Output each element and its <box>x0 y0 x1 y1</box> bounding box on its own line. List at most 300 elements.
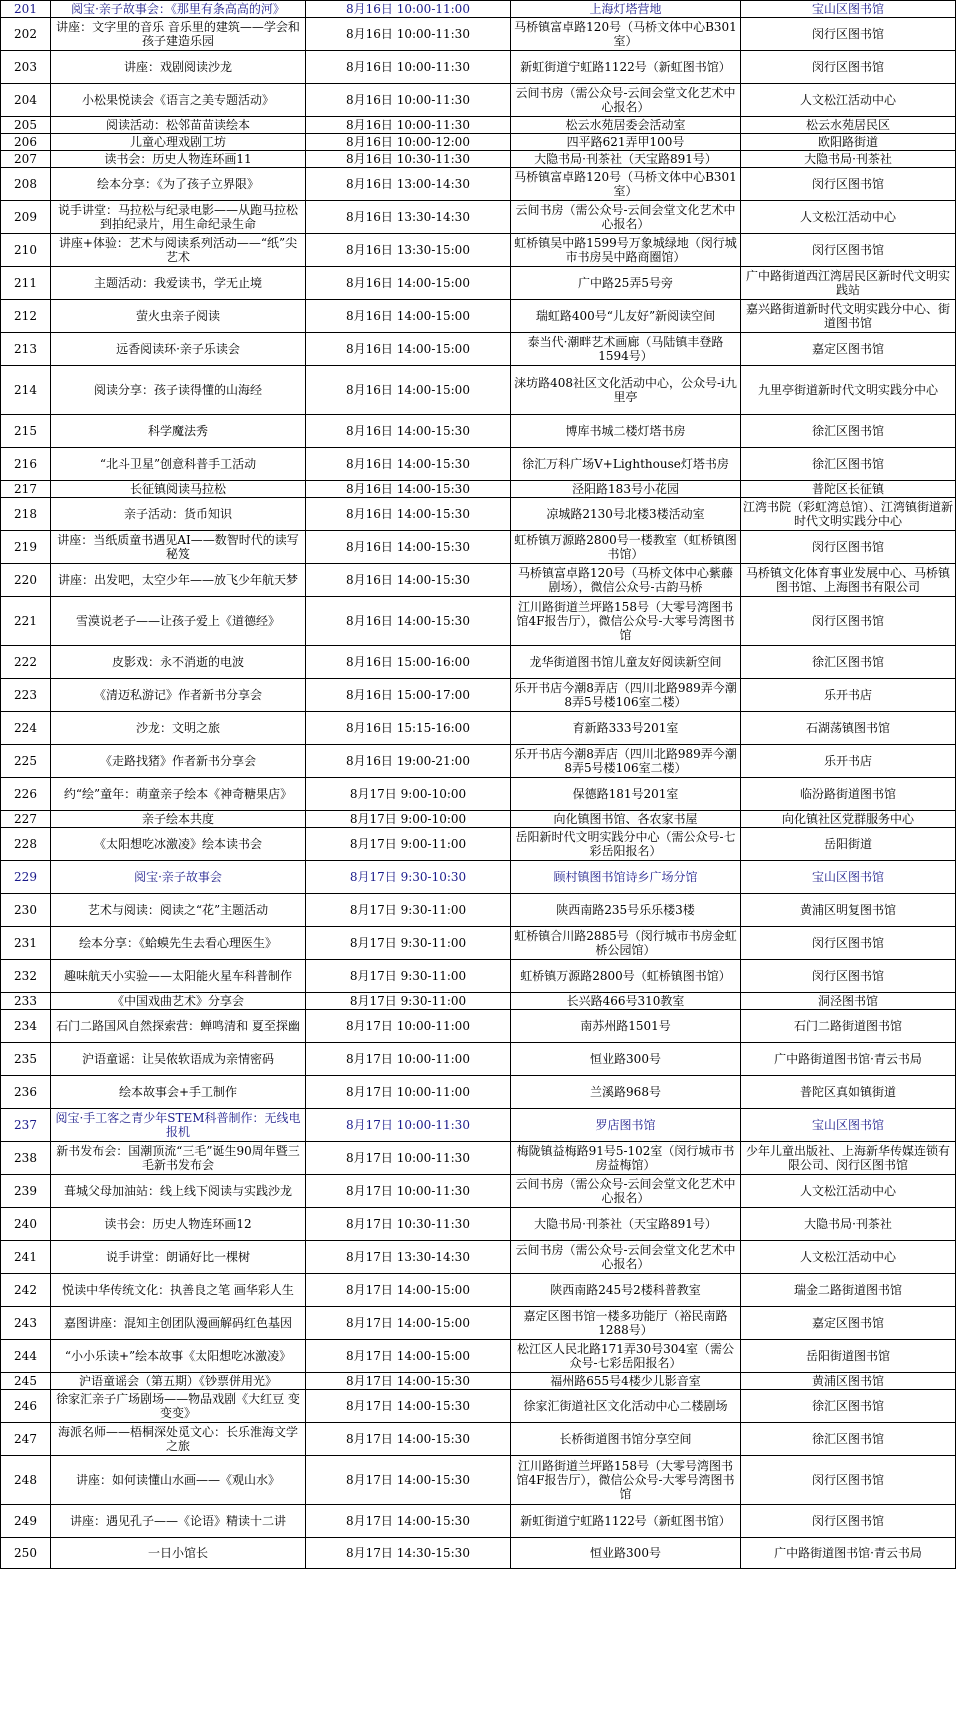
table-row <box>1 481 956 498</box>
event-organizer: 闵行区图书馆 <box>741 1505 956 1538</box>
event-address: 向化镇图书馆、各农家书屋 <box>511 811 741 828</box>
row-number: 225 <box>1 745 51 778</box>
event-name: 儿童心理戏剧工坊 <box>51 134 306 151</box>
table-row <box>1 960 956 993</box>
event-organizer: 黄浦区图书馆 <box>741 1373 956 1390</box>
event-address: 虹桥镇吴中路1599号万象城绿地（闵行城市书房吴中路商圈馆） <box>511 234 741 267</box>
event-name: 讲座：如何读懂山水画——《观山水》 <box>51 1456 306 1505</box>
events-table-body <box>1 1 956 1569</box>
row-number: 218 <box>1 498 51 531</box>
event-address: 大隐书局·刊茶社（天宝路891号） <box>511 1208 741 1241</box>
table-row <box>1 117 956 134</box>
event-organizer: 向化镇社区党群服务中心 <box>741 811 956 828</box>
row-number: 209 <box>1 201 51 234</box>
event-time: 8月17日 10:00-11:00 <box>306 1010 511 1043</box>
event-address: 江川路街道兰坪路158号（大零号湾图书馆4F报告厅），微信公众号-大零号湾图书馆 <box>511 597 741 646</box>
table-row <box>1 778 956 811</box>
event-name: 读书会：历史人物连环画12 <box>51 1208 306 1241</box>
event-organizer: 洞泾图书馆 <box>741 993 956 1010</box>
row-number: 247 <box>1 1423 51 1456</box>
event-time: 8月17日 14:00-15:30 <box>306 1373 511 1390</box>
event-time: 8月16日 14:00-15:30 <box>306 498 511 531</box>
event-time: 8月17日 10:30-11:30 <box>306 1208 511 1241</box>
event-organizer: 徐汇区图书馆 <box>741 415 956 448</box>
event-organizer: 闵行区图书馆 <box>741 927 956 960</box>
event-name: 主题活动：我爱读书，学无止境 <box>51 267 306 300</box>
event-time: 8月17日 14:00-15:30 <box>306 1390 511 1423</box>
table-row <box>1 1373 956 1390</box>
event-time: 8月17日 10:00-11:30 <box>306 1175 511 1208</box>
event-time: 8月17日 9:30-11:00 <box>306 993 511 1010</box>
row-number: 210 <box>1 234 51 267</box>
event-address: 四平路621弄甲100号 <box>511 134 741 151</box>
row-number: 205 <box>1 117 51 134</box>
table-row <box>1 745 956 778</box>
row-number: 214 <box>1 366 51 415</box>
event-address: 龙华街道图书馆儿童友好阅读新空间 <box>511 646 741 679</box>
event-address: 恒业路300号 <box>511 1538 741 1569</box>
table-row <box>1 1505 956 1538</box>
row-number: 250 <box>1 1538 51 1569</box>
event-name: 沙龙：文明之旅 <box>51 712 306 745</box>
event-name: 绘本分享：《为了孩子立界限》 <box>51 168 306 201</box>
row-number: 237 <box>1 1109 51 1142</box>
row-number: 212 <box>1 300 51 333</box>
table-row <box>1 646 956 679</box>
event-organizer: 徐汇区图书馆 <box>741 646 956 679</box>
event-time: 8月16日 14:00-15:30 <box>306 564 511 597</box>
event-organizer: 乐开书店 <box>741 679 956 712</box>
row-number: 211 <box>1 267 51 300</box>
event-organizer: 岳阳街道 <box>741 828 956 861</box>
event-address: 虹桥镇万源路2800号一楼教室（虹桥镇图书馆） <box>511 531 741 564</box>
event-address: 泰当代·潮畔艺术画廊（马陆镇丰登路1594号） <box>511 333 741 366</box>
row-number: 228 <box>1 828 51 861</box>
row-number: 239 <box>1 1175 51 1208</box>
event-address: 乐开书店今潮8弄店（四川北路989弄今潮8弄5号楼106室二楼） <box>511 679 741 712</box>
event-name: 悦读中华传统文化：执善良之笔 画华彩人生 <box>51 1274 306 1307</box>
event-address: 松江区人民北路171弄30号304室（需公众号-七彩岳阳报名） <box>511 1340 741 1373</box>
event-name: 《中国戏曲艺术》分享会 <box>51 993 306 1010</box>
event-organizer: 江湾书院（彩虹湾总馆）、江湾镇街道新时代文明实践分中心 <box>741 498 956 531</box>
table-row <box>1 1423 956 1456</box>
event-name: “北斗卫星”创意科普手工活动 <box>51 448 306 481</box>
table-row <box>1 134 956 151</box>
event-address: 徐家汇街道社区文化活动中心二楼剧场 <box>511 1390 741 1423</box>
event-address: 马桥镇富卓路120号（马桥文体中心B301室） <box>511 18 741 51</box>
table-row <box>1 168 956 201</box>
table-row <box>1 234 956 267</box>
event-name: 阅宝·手工客之青少年STEM科普制作：无线电报机 <box>51 1109 306 1142</box>
table-row <box>1 1175 956 1208</box>
table-row <box>1 564 956 597</box>
event-organizer: 闵行区图书馆 <box>741 597 956 646</box>
event-time: 8月16日 15:15-16:00 <box>306 712 511 745</box>
event-organizer: 九里亭街道新时代文明实践分中心 <box>741 366 956 415</box>
event-name: 新书发布会：国潮顶流“三毛”诞生90周年暨三毛新书发布会 <box>51 1142 306 1175</box>
event-organizer: 宝山区图书馆 <box>741 1109 956 1142</box>
row-number: 220 <box>1 564 51 597</box>
event-time: 8月17日 14:30-15:30 <box>306 1538 511 1569</box>
row-number: 238 <box>1 1142 51 1175</box>
row-number: 203 <box>1 51 51 84</box>
event-time: 8月17日 14:00-15:00 <box>306 1340 511 1373</box>
table-row <box>1 366 956 415</box>
event-time: 8月16日 10:00-11:00 <box>306 1 511 18</box>
row-number: 201 <box>1 1 51 18</box>
event-name: 阅读分享：孩子读得懂的山海经 <box>51 366 306 415</box>
row-number: 229 <box>1 861 51 894</box>
event-address: 新虹街道宁虹路1122号（新虹图书馆） <box>511 51 741 84</box>
event-name: 绘本故事会+手工制作 <box>51 1076 306 1109</box>
event-name: 阅宝·亲子故事会：《那里有条高高的河》 <box>51 1 306 18</box>
table-row <box>1 1208 956 1241</box>
event-time: 8月16日 13:00-14:30 <box>306 168 511 201</box>
event-address: 瑞虹路400号“儿友好”新阅读空间 <box>511 300 741 333</box>
table-row <box>1 1390 956 1423</box>
table-row <box>1 531 956 564</box>
table-row <box>1 51 956 84</box>
event-address: 博库书城二楼灯塔书房 <box>511 415 741 448</box>
row-number: 231 <box>1 927 51 960</box>
event-time: 8月17日 13:30-14:30 <box>306 1241 511 1274</box>
event-address: 凉城路2130号北楼3楼活动室 <box>511 498 741 531</box>
event-name: 说手讲堂：朗诵好比一棵树 <box>51 1241 306 1274</box>
event-address: 福州路655号4楼少儿影音室 <box>511 1373 741 1390</box>
event-time: 8月16日 19:00-21:00 <box>306 745 511 778</box>
table-row <box>1 1109 956 1142</box>
table-row <box>1 151 956 168</box>
table-row <box>1 415 956 448</box>
event-organizer: 石门二路街道图书馆 <box>741 1010 956 1043</box>
event-organizer: 宝山区图书馆 <box>741 1 956 18</box>
event-address: 马桥镇富卓路120号（马桥文体中心紫藤剧场），微信公众号-古韵马桥 <box>511 564 741 597</box>
event-address: 虹桥镇合川路2885号（闵行城市书房金虹桥公园馆） <box>511 927 741 960</box>
event-name: 嘉图讲座：混知主创团队漫画解码红色基因 <box>51 1307 306 1340</box>
event-name: 远香阅读环·亲子乐读会 <box>51 333 306 366</box>
row-number: 207 <box>1 151 51 168</box>
event-organizer: 岳阳街道图书馆 <box>741 1340 956 1373</box>
event-organizer: 闵行区图书馆 <box>741 51 956 84</box>
event-name: 趣味航天小实验——太阳能火星车科普制作 <box>51 960 306 993</box>
event-organizer: 人文松江活动中心 <box>741 1241 956 1274</box>
row-number: 248 <box>1 1456 51 1505</box>
event-time: 8月17日 14:00-15:30 <box>306 1423 511 1456</box>
event-address: 岳阳新时代文明实践分中心（需公众号-七彩岳阳报名） <box>511 828 741 861</box>
event-organizer: 广中路街道图书馆·青云书局 <box>741 1538 956 1569</box>
event-name: 绘本分享：《蛤蟆先生去看心理医生》 <box>51 927 306 960</box>
event-address: 江川路街道兰坪路158号（大零号湾图书馆4F报告厅），微信公众号-大零号湾图书馆 <box>511 1456 741 1505</box>
event-time: 8月17日 9:30-11:00 <box>306 960 511 993</box>
row-number: 219 <box>1 531 51 564</box>
event-address: 云间书房（需公众号-云间会堂文化艺术中心报名） <box>511 201 741 234</box>
event-address: 泾阳路183号小花园 <box>511 481 741 498</box>
event-time: 8月17日 14:00-15:00 <box>306 1274 511 1307</box>
event-name: 徐家汇亲子广场剧场——物品戏剧《大红豆 变变变》 <box>51 1390 306 1423</box>
event-time: 8月17日 10:00-11:00 <box>306 1043 511 1076</box>
event-time: 8月16日 14:00-15:30 <box>306 597 511 646</box>
event-name: 阅读活动：松邻苗苗读绘本 <box>51 117 306 134</box>
row-number: 216 <box>1 448 51 481</box>
event-organizer: 闵行区图书馆 <box>741 168 956 201</box>
event-name: 《太阳想吃冰激凌》绘本读书会 <box>51 828 306 861</box>
table-row <box>1 1010 956 1043</box>
event-name: 说手讲堂：马拉松与纪录电影——从跑马拉松到拍纪录片，用生命纪录生命 <box>51 201 306 234</box>
event-address: 云间书房（需公众号-云间会堂文化艺术中心报名） <box>511 84 741 117</box>
table-row <box>1 679 956 712</box>
row-number: 222 <box>1 646 51 679</box>
event-time: 8月16日 10:00-12:00 <box>306 134 511 151</box>
event-address: 兰溪路968号 <box>511 1076 741 1109</box>
event-organizer: 石湖荡镇图书馆 <box>741 712 956 745</box>
event-address: 保德路181号201室 <box>511 778 741 811</box>
event-organizer: 普陀区真如镇街道 <box>741 1076 956 1109</box>
table-row <box>1 267 956 300</box>
event-name: 《清迈私游记》作者新书分享会 <box>51 679 306 712</box>
table-row <box>1 828 956 861</box>
table-row <box>1 333 956 366</box>
table-row <box>1 448 956 481</box>
event-organizer: 徐汇区图书馆 <box>741 448 956 481</box>
event-name: 石门二路国风自然探索营：蝉鸣清和 夏至探幽 <box>51 1010 306 1043</box>
row-number: 243 <box>1 1307 51 1340</box>
table-row <box>1 1456 956 1505</box>
event-organizer: 嘉兴路街道新时代文明实践分中心、街道图书馆 <box>741 300 956 333</box>
row-number: 221 <box>1 597 51 646</box>
event-time: 8月16日 14:00-15:30 <box>306 531 511 564</box>
event-name: 讲座+体验：艺术与阅读系列活动——“纸”尖艺术 <box>51 234 306 267</box>
table-row <box>1 300 956 333</box>
row-number: 244 <box>1 1340 51 1373</box>
table-row <box>1 1241 956 1274</box>
event-address: 陕西南路235号乐乐楼3楼 <box>511 894 741 927</box>
event-organizer: 松云水苑居民区 <box>741 117 956 134</box>
table-row <box>1 927 956 960</box>
row-number: 242 <box>1 1274 51 1307</box>
event-name: 长征镇阅读马拉松 <box>51 481 306 498</box>
event-organizer: 乐开书店 <box>741 745 956 778</box>
event-time: 8月16日 13:30-15:00 <box>306 234 511 267</box>
event-time: 8月17日 9:00-10:00 <box>306 778 511 811</box>
event-organizer: 少年儿童出版社、上海新华传媒连锁有限公司、闵行区图书馆 <box>741 1142 956 1175</box>
row-number: 234 <box>1 1010 51 1043</box>
event-organizer: 徐汇区图书馆 <box>741 1423 956 1456</box>
table-row <box>1 894 956 927</box>
table-row <box>1 18 956 51</box>
event-organizer: 大隐书局·刊茶社 <box>741 1208 956 1241</box>
event-organizer: 广中路街道图书馆·青云书局 <box>741 1043 956 1076</box>
event-organizer: 临汾路街道图书馆 <box>741 778 956 811</box>
event-organizer: 欧阳路街道 <box>741 134 956 151</box>
event-name: 艺术与阅读：阅读之“花”主题活动 <box>51 894 306 927</box>
event-name: 讲座：文字里的音乐 音乐里的建筑——学会和孩子建造乐园 <box>51 18 306 51</box>
table-row <box>1 84 956 117</box>
table-row <box>1 1307 956 1340</box>
row-number: 235 <box>1 1043 51 1076</box>
table-row <box>1 1274 956 1307</box>
event-organizer: 黄浦区明复图书馆 <box>741 894 956 927</box>
event-time: 8月17日 9:30-11:00 <box>306 927 511 960</box>
event-time: 8月17日 9:30-11:00 <box>306 894 511 927</box>
event-name: 萤火虫亲子阅读 <box>51 300 306 333</box>
event-name: 一日小馆长 <box>51 1538 306 1569</box>
event-address: 涞坊路408社区文化活动中心，公众号-i九里亭 <box>511 366 741 415</box>
row-number: 206 <box>1 134 51 151</box>
event-address: 陕西南路245号2楼科普教室 <box>511 1274 741 1307</box>
event-address: 嘉定区图书馆一楼多功能厅（裕民南路1288号） <box>511 1307 741 1340</box>
event-time: 8月16日 10:30-11:30 <box>306 151 511 168</box>
row-number: 241 <box>1 1241 51 1274</box>
event-name: 《走路找猪》作者新书分享会 <box>51 745 306 778</box>
event-time: 8月17日 9:00-10:00 <box>306 811 511 828</box>
event-organizer: 闵行区图书馆 <box>741 1456 956 1505</box>
event-time: 8月16日 13:30-14:30 <box>306 201 511 234</box>
event-address: 长兴路466号310教室 <box>511 993 741 1010</box>
row-number: 217 <box>1 481 51 498</box>
row-number: 215 <box>1 415 51 448</box>
row-number: 230 <box>1 894 51 927</box>
event-address: 马桥镇富卓路120号（马桥文体中心B301室） <box>511 168 741 201</box>
event-time: 8月16日 14:00-15:30 <box>306 448 511 481</box>
event-name: 海派名师——梧桐深处觅文心：长乐淮海文学之旅 <box>51 1423 306 1456</box>
event-organizer: 徐汇区图书馆 <box>741 1390 956 1423</box>
event-name: 讲座：遇见孔子——《论语》精读十二讲 <box>51 1505 306 1538</box>
event-time: 8月17日 9:30-10:30 <box>306 861 511 894</box>
event-address: 广中路25弄5号旁 <box>511 267 741 300</box>
table-row <box>1 993 956 1010</box>
event-time: 8月17日 14:00-15:00 <box>306 1307 511 1340</box>
event-organizer: 人文松江活动中心 <box>741 201 956 234</box>
event-name: 小松果悦读会《语言之美专题活动》 <box>51 84 306 117</box>
row-number: 236 <box>1 1076 51 1109</box>
event-address: 罗店图书馆 <box>511 1109 741 1142</box>
event-time: 8月16日 10:00-11:30 <box>306 18 511 51</box>
event-address: 南苏州路1501号 <box>511 1010 741 1043</box>
event-organizer: 人文松江活动中心 <box>741 1175 956 1208</box>
event-organizer: 嘉定区图书馆 <box>741 1307 956 1340</box>
event-name: 讲座：出发吧，太空少年——放飞少年航天梦 <box>51 564 306 597</box>
event-time: 8月16日 15:00-16:00 <box>306 646 511 679</box>
event-time: 8月16日 14:00-15:00 <box>306 300 511 333</box>
table-row <box>1 498 956 531</box>
event-name: 雪漠说老子——让孩子爱上《道德经》 <box>51 597 306 646</box>
event-organizer: 闵行区图书馆 <box>741 531 956 564</box>
event-time: 8月16日 14:00-15:00 <box>306 333 511 366</box>
row-number: 213 <box>1 333 51 366</box>
event-time: 8月16日 14:00-15:30 <box>306 415 511 448</box>
event-address: 乐开书店今潮8弄店（四川北路989弄今潮8弄5号楼106室二楼） <box>511 745 741 778</box>
table-row <box>1 1043 956 1076</box>
event-address: 大隐书局·刊茶社（天宝路891号） <box>511 151 741 168</box>
event-address: 新虹街道宁虹路1122号（新虹图书馆） <box>511 1505 741 1538</box>
event-time: 8月16日 14:00-15:00 <box>306 267 511 300</box>
event-time: 8月16日 10:00-11:30 <box>306 51 511 84</box>
event-organizer: 马桥镇文化体育事业发展中心、马桥镇图书馆、上海图书有限公司 <box>741 564 956 597</box>
event-address: 徐汇万科广场V+Lighthouse灯塔书房 <box>511 448 741 481</box>
row-number: 226 <box>1 778 51 811</box>
event-time: 8月16日 10:00-11:30 <box>306 117 511 134</box>
event-time: 8月16日 14:00-15:30 <box>306 481 511 498</box>
event-name: 科学魔法秀 <box>51 415 306 448</box>
row-number: 224 <box>1 712 51 745</box>
event-organizer: 人文松江活动中心 <box>741 84 956 117</box>
event-organizer: 闵行区图书馆 <box>741 960 956 993</box>
event-organizer: 大隐书局·刊茶社 <box>741 151 956 168</box>
row-number: 233 <box>1 993 51 1010</box>
table-row <box>1 1538 956 1569</box>
event-time: 8月17日 10:00-11:30 <box>306 1142 511 1175</box>
event-organizer: 瑞金二路街道图书馆 <box>741 1274 956 1307</box>
row-number: 249 <box>1 1505 51 1538</box>
event-address: 虹桥镇万源路2800号（虹桥镇图书馆） <box>511 960 741 993</box>
event-address: 长桥街道图书馆分享空间 <box>511 1423 741 1456</box>
row-number: 223 <box>1 679 51 712</box>
row-number: 246 <box>1 1390 51 1423</box>
table-row <box>1 1 956 18</box>
event-time: 8月16日 10:00-11:30 <box>306 84 511 117</box>
row-number: 202 <box>1 18 51 51</box>
event-address: 云间书房（需公众号-云间会堂文化艺术中心报名） <box>511 1175 741 1208</box>
event-name: 葺城父母加油站：线上线下阅读与实践沙龙 <box>51 1175 306 1208</box>
event-organizer: 广中路街道西江湾居民区新时代文明实践站 <box>741 267 956 300</box>
table-row <box>1 712 956 745</box>
table-row <box>1 201 956 234</box>
event-name: 阅宝·亲子故事会 <box>51 861 306 894</box>
table-row <box>1 1340 956 1373</box>
event-name: 讲座：当纸质童书遇见AI——数智时代的读写秘笈 <box>51 531 306 564</box>
table-row <box>1 1142 956 1175</box>
event-address: 育新路333号201室 <box>511 712 741 745</box>
row-number: 204 <box>1 84 51 117</box>
event-time: 8月16日 14:00-15:00 <box>306 366 511 415</box>
event-time: 8月17日 14:00-15:30 <box>306 1456 511 1505</box>
event-organizer: 宝山区图书馆 <box>741 861 956 894</box>
event-name: 读书会：历史人物连环画11 <box>51 151 306 168</box>
event-time: 8月17日 14:00-15:30 <box>306 1505 511 1538</box>
event-organizer: 闵行区图书馆 <box>741 234 956 267</box>
event-address: 上海灯塔营地 <box>511 1 741 18</box>
row-number: 208 <box>1 168 51 201</box>
row-number: 232 <box>1 960 51 993</box>
event-time: 8月17日 10:00-11:00 <box>306 1076 511 1109</box>
table-row <box>1 1076 956 1109</box>
event-address: 松云水苑居委会活动室 <box>511 117 741 134</box>
event-name: 约“绘”童年：萌童亲子绘本《神奇糖果店》 <box>51 778 306 811</box>
event-address: 梅陇镇益梅路91号5-102室（闵行城市书房益梅馆） <box>511 1142 741 1175</box>
event-name: 沪语童谣会（第五期）《钞票併用光》 <box>51 1373 306 1390</box>
event-name: 讲座：戏剧阅读沙龙 <box>51 51 306 84</box>
event-organizer: 闵行区图书馆 <box>741 18 956 51</box>
table-row <box>1 861 956 894</box>
table-row <box>1 597 956 646</box>
event-time: 8月17日 9:00-11:00 <box>306 828 511 861</box>
event-name: 皮影戏：永不消逝的电波 <box>51 646 306 679</box>
event-name: 亲子绘本共度 <box>51 811 306 828</box>
event-address: 云间书房（需公众号-云间会堂文化艺术中心报名） <box>511 1241 741 1274</box>
event-name: 沪语童谣：让吴侬软语成为亲情密码 <box>51 1043 306 1076</box>
event-organizer: 普陀区长征镇 <box>741 481 956 498</box>
table-row <box>1 811 956 828</box>
row-number: 245 <box>1 1373 51 1390</box>
event-time: 8月17日 10:00-11:30 <box>306 1109 511 1142</box>
event-address: 顾村镇图书馆诗乡广场分馆 <box>511 861 741 894</box>
row-number: 240 <box>1 1208 51 1241</box>
event-name: “小小乐读+”绘本故事《太阳想吃冰激凌》 <box>51 1340 306 1373</box>
event-organizer: 嘉定区图书馆 <box>741 333 956 366</box>
event-address: 恒业路300号 <box>511 1043 741 1076</box>
row-number: 227 <box>1 811 51 828</box>
event-name: 亲子活动：货币知识 <box>51 498 306 531</box>
